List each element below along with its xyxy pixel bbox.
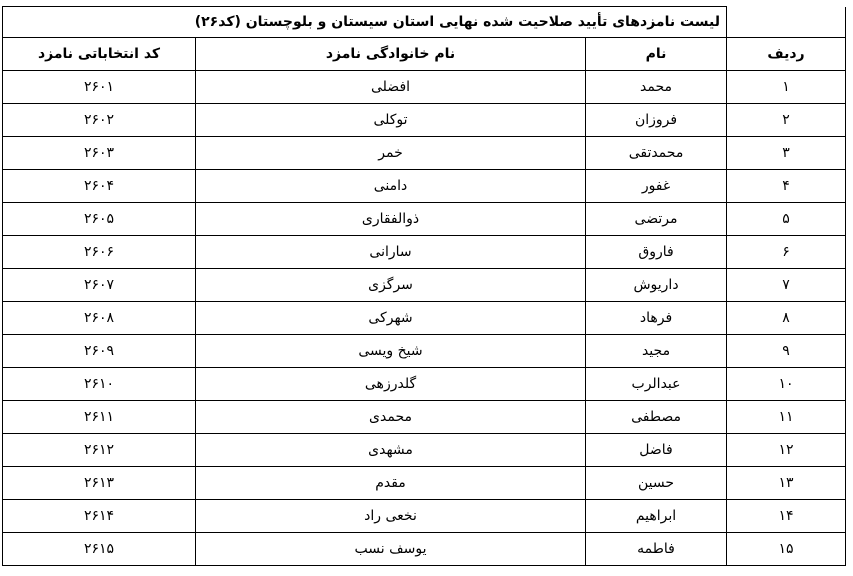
first-name-cell: داریوش: [586, 269, 727, 302]
header-first-name: نام: [586, 38, 727, 71]
header-last-name: نام خانوادگی نامزد: [196, 38, 586, 71]
first-name-cell: فاروق: [586, 236, 727, 269]
row-number-cell: ۹: [727, 335, 846, 368]
last-name-cell: افضلی: [196, 71, 586, 104]
table-row: [3, 71, 846, 104]
last-name-cell: مشهدی: [196, 434, 586, 467]
candidate-code-cell: ۲۶۰۱: [3, 71, 196, 104]
last-name-cell: شیخ ویسی: [196, 335, 586, 368]
candidate-code-cell: ۲۶۱۵: [3, 533, 196, 566]
row-number-cell: ۱۲: [727, 434, 846, 467]
first-name-cell: مرتضی: [586, 203, 727, 236]
candidate-code-cell: ۲۶۱۱: [3, 401, 196, 434]
row-number-cell: ۱۱: [727, 401, 846, 434]
first-name-cell: مجید: [586, 335, 727, 368]
candidate-code-cell: ۲۶۱۴: [3, 500, 196, 533]
first-name-cell: غفور: [586, 170, 727, 203]
first-name-cell: حسین: [586, 467, 727, 500]
table-row: [3, 533, 846, 566]
candidate-code-cell: ۲۶۰۶: [3, 236, 196, 269]
last-name-cell: ذوالفقاری: [196, 203, 586, 236]
candidate-code-cell: ۲۶۱۰: [3, 368, 196, 401]
row-number-cell: ۲: [727, 104, 846, 137]
first-name-cell: فاضل: [586, 434, 727, 467]
table-row: [3, 368, 846, 401]
candidates-table: [2, 6, 846, 566]
table-row: [3, 203, 846, 236]
table-row: [3, 401, 846, 434]
first-name-cell: محمد: [586, 71, 727, 104]
candidate-code-cell: ۲۶۰۸: [3, 302, 196, 335]
last-name-cell: یوسف نسب: [196, 533, 586, 566]
last-name-cell: خمر: [196, 137, 586, 170]
first-name-cell: فروزان: [586, 104, 727, 137]
candidate-code-cell: ۲۶۰۳: [3, 137, 196, 170]
candidate-code-cell: ۲۶۰۷: [3, 269, 196, 302]
last-name-cell: سرگزی: [196, 269, 586, 302]
table-row: [3, 269, 846, 302]
row-number-cell: ۱۰: [727, 368, 846, 401]
first-name-cell: مصطفی: [586, 401, 727, 434]
row-number-cell: ۱: [727, 71, 846, 104]
last-name-cell: نخعی راد: [196, 500, 586, 533]
first-name-cell: فرهاد: [586, 302, 727, 335]
first-name-cell: فاطمه: [586, 533, 727, 566]
row-number-cell: ۴: [727, 170, 846, 203]
first-name-cell: ابراهیم: [586, 500, 727, 533]
row-number-cell: ۱۴: [727, 500, 846, 533]
table-row: [3, 467, 846, 500]
last-name-cell: سارانی: [196, 236, 586, 269]
last-name-cell: گلدرزهی: [196, 368, 586, 401]
first-name-cell: محمدتقی: [586, 137, 727, 170]
candidate-code-cell: ۲۶۰۵: [3, 203, 196, 236]
table-row: [3, 434, 846, 467]
title-row: [3, 7, 846, 38]
header-candidate-code: کد انتخاباتی نامزد: [3, 38, 196, 71]
table-row: [3, 137, 846, 170]
candidate-code-cell: ۲۶۱۳: [3, 467, 196, 500]
header-row: [3, 38, 846, 71]
table-row: [3, 170, 846, 203]
last-name-cell: توکلی: [196, 104, 586, 137]
row-number-cell: ۵: [727, 203, 846, 236]
table-row: [3, 335, 846, 368]
header-row-number: ردیف: [727, 38, 846, 71]
row-number-cell: ۱۵: [727, 533, 846, 566]
candidate-code-cell: ۲۶۱۲: [3, 434, 196, 467]
last-name-cell: مقدم: [196, 467, 586, 500]
candidate-code-cell: ۲۶۰۹: [3, 335, 196, 368]
row-number-cell: ۸: [727, 302, 846, 335]
candidate-code-cell: ۲۶۰۴: [3, 170, 196, 203]
last-name-cell: محمدی: [196, 401, 586, 434]
last-name-cell: دامنی: [196, 170, 586, 203]
table-row: [3, 302, 846, 335]
row-number-cell: ۳: [727, 137, 846, 170]
last-name-cell: شهرکی: [196, 302, 586, 335]
table-row: [3, 104, 846, 137]
first-name-cell: عبدالرب: [586, 368, 727, 401]
table-row: [3, 236, 846, 269]
row-number-cell: ۱۳: [727, 467, 846, 500]
row-number-cell: ۷: [727, 269, 846, 302]
table-row: [3, 500, 846, 533]
candidate-code-cell: ۲۶۰۲: [3, 104, 196, 137]
row-number-cell: ۶: [727, 236, 846, 269]
title-spacer-cell: [727, 7, 846, 38]
table-title: لیست نامزدهای تأیید صلاحیت شده نهایی استان سیستان و بلوچستان (کد۲۶): [3, 7, 727, 38]
